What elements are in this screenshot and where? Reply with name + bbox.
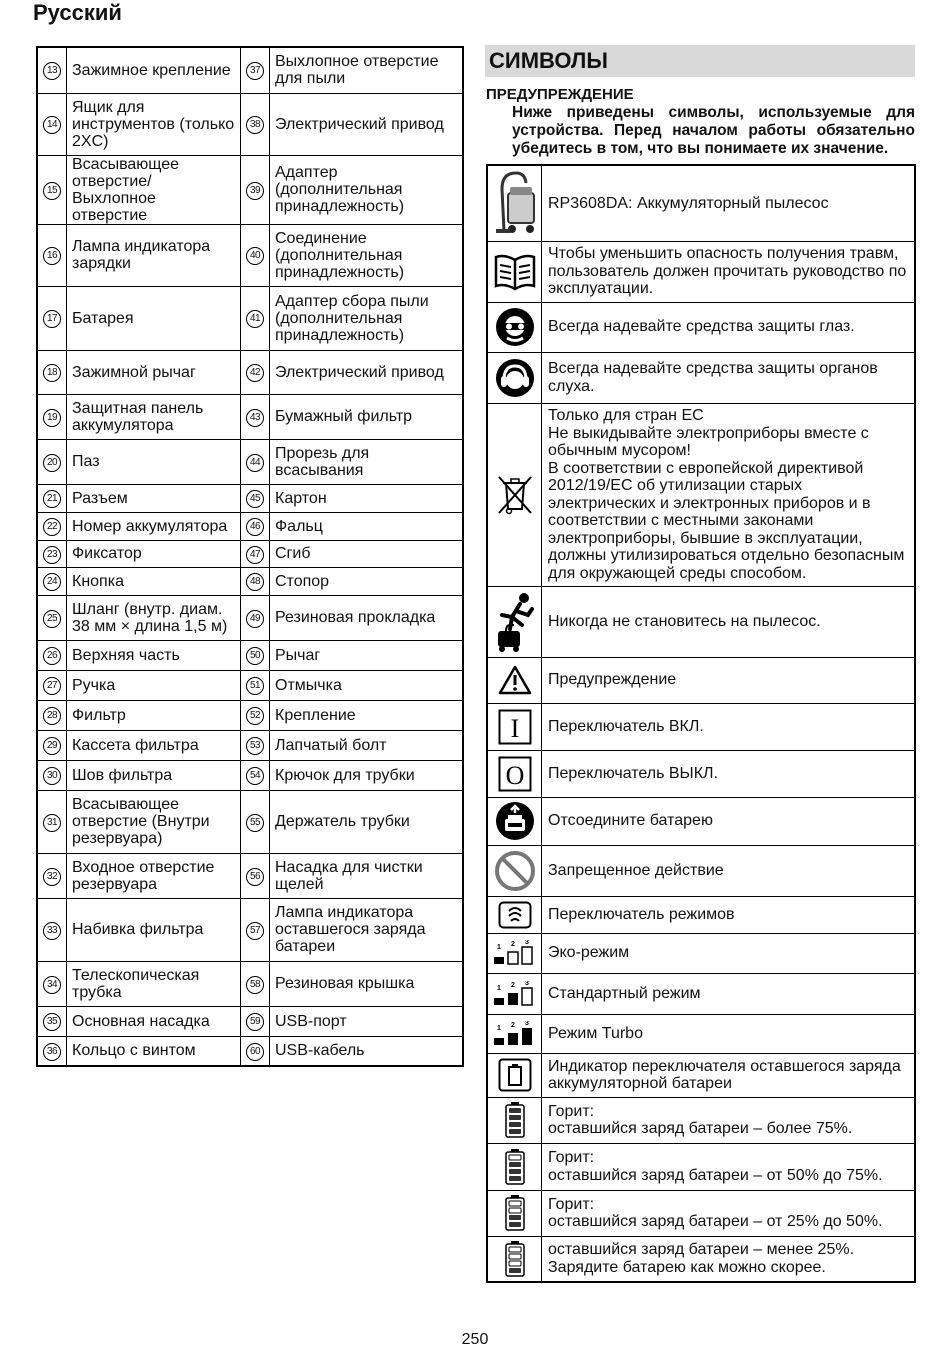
part-number: 42 [246,364,264,382]
part-number: 56 [246,868,264,886]
warning-label: ПРЕДУПРЕЖДЕНИЕ [486,86,634,103]
disconnect-battery-icon [487,797,542,845]
part-name: Фильтр [67,700,241,730]
part-name: Лампа индикатора оставшегося заряда батареи [270,898,464,961]
svg-text:I: I [510,713,519,743]
part-number-cell [241,640,270,670]
part-number-cell [241,567,270,595]
no-standing-icon [487,586,542,657]
part-number-cell [37,640,67,670]
symbol-row [487,703,915,750]
parts-row [37,730,463,760]
part-number: 41 [246,310,264,328]
part-name: Крепление [270,700,464,730]
parts-row [37,224,463,286]
part-name: Резиновая крышка [270,961,464,1006]
standard-mode-icon [487,973,542,1014]
svg-text:1: 1 [496,944,501,951]
symbol-row [487,1236,915,1282]
part-number-cell [241,898,270,961]
part-number: 26 [43,647,61,665]
part-name: Набивка фильтра [67,898,241,961]
svg-text:3: 3 [524,1020,529,1027]
part-number-cell [241,730,270,760]
battery-4-bars-icon [487,1097,542,1143]
part-number: 19 [43,409,61,427]
part-name: Адаптер (дополнительная принадлежность) [270,155,464,224]
battery-indicator-switch-icon [487,1053,542,1097]
symbol-row [487,1014,915,1053]
symbol-description-line: Горит: [548,1102,595,1120]
part-number-cell [37,853,67,898]
switch-off-icon [487,750,542,797]
symbol-description [542,750,916,797]
symbol-row [487,352,915,403]
part-number: 38 [246,116,264,134]
part-number: 36 [43,1043,61,1061]
part-number-cell [37,567,67,595]
part-number-cell [37,224,67,286]
part-number-cell [37,670,67,700]
symbol-row [487,750,915,797]
parts-row [37,484,463,512]
symbol-description-line: Предупреждение [548,671,677,689]
svg-text:3: 3 [524,980,529,987]
part-name: Зажимное крепление [67,47,241,93]
part-number: 40 [246,247,264,265]
part-number-cell [241,1006,270,1036]
part-number-cell [37,898,67,961]
parts-row [37,1036,463,1066]
parts-row [37,286,463,350]
part-name: Адаптер сбора пыли (дополнительная принадлежность) [270,286,464,350]
symbol-description-line: оставшийся заряд батареи – от 25% до 50%. [548,1213,883,1230]
part-number-cell [37,760,67,790]
parts-row [37,898,463,961]
parts-row [37,567,463,595]
symbol-description-line: Эко-режим [548,944,630,962]
part-name: Резиновая прокладка [270,595,464,640]
turbo-mode-icon [487,1014,542,1053]
part-number-cell [241,1036,270,1066]
warning-triangle-icon [487,657,542,703]
part-number-cell [241,512,270,540]
symbol-row [487,1143,915,1190]
part-number: 29 [43,737,61,755]
symbol-description-line: Переключатель режимов [548,905,735,923]
vacuum-cleaner-icon [487,165,542,241]
symbol-description-line: Режим Turbo [548,1024,643,1042]
part-name: Шов фильтра [67,760,241,790]
part-name: Входное отверстие резервуара [67,853,241,898]
switch-on-icon [487,703,542,750]
part-name: Прорезь для всасывания [270,439,464,484]
symbol-description [542,352,916,403]
svg-text:1: 1 [496,984,501,992]
symbol-description [542,973,916,1014]
part-number-cell [37,394,67,439]
symbol-description-line: оставшийся заряд батареи – от 50% до 75%. [548,1166,883,1184]
part-name: Электрический привод [270,350,464,394]
symbol-description-line: оставшийся заряд батареи – менее 25%. [548,1241,855,1259]
prohibited-icon [487,845,542,896]
symbol-row [487,933,915,973]
part-name: Сгиб [270,540,464,567]
part-number-cell [241,93,270,155]
part-number: 43 [246,409,264,427]
symbol-description [542,165,916,241]
part-number-cell [241,47,270,93]
part-number: 59 [246,1013,264,1031]
page-number: 250 [461,1331,489,1348]
part-name: Держатель трубки [270,790,464,853]
part-name: Паз [67,439,241,484]
part-number-cell [37,155,67,224]
symbol-description-line: Всегда надевайте средства защиты органов слуха. [548,360,878,395]
symbol-row [487,797,915,845]
eco-mode-icon [487,933,542,973]
part-number-cell [241,670,270,700]
symbol-row [487,1190,915,1236]
part-number-cell [37,47,67,93]
symbol-description [542,1190,916,1236]
part-name: Кассета фильтра [67,730,241,760]
part-name: Бумажный фильтр [270,394,464,439]
symbol-description [542,1143,916,1190]
symbol-description [542,703,916,750]
battery-1-bar-icon [487,1236,542,1282]
symbol-description [542,845,916,896]
part-number: 22 [43,518,61,536]
mode-switch-icon [487,896,542,933]
part-number: 52 [246,707,264,725]
part-name: Насадка для чистки щелей [270,853,464,898]
symbol-row [487,1053,915,1097]
part-name: Телескопическая трубка [67,961,241,1006]
part-number: 30 [43,767,61,785]
part-number-cell [37,439,67,484]
part-name: Фиксатор [67,540,241,567]
part-name: Всасывающее отверстие/ Выхлопное отверстие [67,155,241,224]
part-number-cell [37,700,67,730]
parts-row [37,512,463,540]
symbol-description-line: Не выкидывайте электроприборы вместе с обычным мусором! [548,424,869,459]
symbol-description-line: оставшийся заряд батареи – более 75%. [548,1120,853,1137]
part-number-cell [37,540,67,567]
part-number-cell [241,540,270,567]
part-number: 48 [246,573,264,591]
part-number-cell [241,155,270,224]
symbol-description [542,657,916,703]
part-number-cell [241,790,270,853]
part-number: 24 [43,573,61,591]
svg-text:2: 2 [510,941,515,948]
part-number: 55 [246,814,264,832]
symbol-description [542,1053,916,1097]
part-number: 25 [43,610,61,628]
svg-text:O: O [505,760,524,790]
parts-row [37,790,463,853]
part-number: 47 [246,546,264,564]
symbol-row [487,403,915,586]
parts-row [37,853,463,898]
part-name: Крючок для трубки [270,760,464,790]
part-name: Шланг (внутр. диам. 38 мм × длина 1,5 м) [67,595,241,640]
symbol-description [542,797,916,845]
part-number: 33 [43,922,61,940]
part-number: 58 [246,976,264,994]
part-number: 35 [43,1013,61,1031]
parts-row [37,394,463,439]
part-number: 13 [43,62,61,80]
part-number: 31 [43,814,61,832]
symbol-description-line: RP3608DA: Аккумуляторный пылесос [548,194,829,212]
part-number: 34 [43,976,61,994]
part-number: 18 [43,364,61,382]
symbol-row [487,896,915,933]
symbol-description-line: Чтобы уменьшить опасность получения травм, пользователь должен прочитать руководство по эксплуатации. [548,245,907,298]
part-name: Ящик для инструментов (только 2XC) [67,93,241,155]
symbol-description [542,241,916,302]
part-number-cell [241,350,270,394]
battery-2-bars-icon [487,1190,542,1236]
svg-text:2: 2 [510,1021,515,1029]
eye-protection-icon [487,302,542,352]
part-number-cell [37,512,67,540]
parts-row [37,595,463,640]
symbol-description-line: В соответствии с европейской директивой 2012/19/ЕС об утилизации старых электрических и электронных приборов и в соответствии с местными законами электроприборы, бывшие в эксплуатации, должны утилизироваться отдельно безопасным для окружающей среды способом. [548,459,905,582]
parts-row [37,93,463,155]
parts-row [37,1006,463,1036]
symbol-description-line: Всегда надевайте средства защиты глаз. [548,318,855,336]
part-number: 17 [43,310,61,328]
symbol-description-line: Отсоедините батарею [548,812,713,830]
battery-3-bars-icon [487,1143,542,1190]
parts-row [37,760,463,790]
part-name: Кнопка [67,567,241,595]
symbol-description [542,933,916,973]
symbol-description-line: Переключатель ВЫКЛ. [548,764,718,782]
parts-row [37,439,463,484]
symbol-description-line: Запрещенное действие [548,861,724,879]
part-name: Верхняя часть [67,640,241,670]
part-name: Номер аккумулятора [67,512,241,540]
part-number: 57 [246,922,264,940]
part-number: 46 [246,518,264,536]
symbol-description [542,1014,916,1053]
manual-book-icon [487,241,542,302]
part-number-cell [241,760,270,790]
symbols-title: СИМВОЛЫ [485,45,915,77]
part-number: 20 [43,454,61,472]
page-language-header: Русский [33,0,122,25]
part-name: Батарея [67,286,241,350]
part-number: 16 [43,247,61,265]
symbol-description [542,586,916,657]
part-number-cell [241,853,270,898]
parts-row [37,47,463,93]
svg-text:2: 2 [510,981,515,989]
symbol-description [542,896,916,933]
part-number-cell [37,961,67,1006]
symbol-row [487,586,915,657]
part-number-cell [37,595,67,640]
part-name: Отмычка [270,670,464,700]
part-number: 37 [246,62,264,80]
part-name: Фальц [270,512,464,540]
part-number: 54 [246,767,264,785]
part-number: 28 [43,707,61,725]
part-number-cell [241,286,270,350]
parts-row [37,670,463,700]
part-number-cell [241,439,270,484]
part-name: Лампа индикатора зарядки [67,224,241,286]
part-name: Всасывающее отверстие (Внутри резервуара) [67,790,241,853]
part-number: 44 [246,454,264,472]
part-name: Стопор [270,567,464,595]
symbol-row [487,241,915,302]
part-number: 50 [246,647,264,665]
part-number: 51 [246,677,264,695]
part-name: Защитная панель аккумулятора [67,394,241,439]
part-name: Электрический привод [270,93,464,155]
part-number: 21 [43,490,61,508]
part-number-cell [241,484,270,512]
symbol-description-line: Горит: [548,1149,595,1166]
part-number: 23 [43,546,61,564]
parts-row [37,640,463,670]
parts-row [37,700,463,730]
part-number-cell [241,700,270,730]
symbol-description-line: Только для стран ЕС [548,407,704,424]
symbol-row [487,973,915,1014]
part-number: 27 [43,677,61,695]
part-name: Лапчатый болт [270,730,464,760]
symbol-row [487,845,915,896]
part-number-cell [37,1006,67,1036]
part-number-cell [241,224,270,286]
warning-text: Ниже приведены символы, используемые для устройства. Перед началом работы обязательно убедитесь в том, что вы понимаете их значение. [512,104,915,157]
parts-row [37,350,463,394]
ear-protection-icon [487,352,542,403]
part-name: Картон [270,484,464,512]
symbol-description-line: Зарядите батарею как можно скорее. [548,1258,826,1276]
symbols-table [486,164,916,1283]
part-name: Выхлопное отверстие для пыли [270,47,464,93]
parts-row [37,155,463,224]
part-name: USB-кабель [270,1036,464,1066]
part-name: USB-порт [270,1006,464,1036]
part-name: Ручка [67,670,241,700]
part-number: 49 [246,610,264,628]
svg-text:3: 3 [524,940,529,946]
part-name: Рычаг [270,640,464,670]
part-number-cell [241,394,270,439]
symbol-description-line: Переключатель ВКЛ. [548,717,704,735]
part-number: 60 [246,1043,264,1061]
symbol-row [487,302,915,352]
symbol-row [487,165,915,241]
weee-bin-icon [487,403,542,586]
part-number: 14 [43,116,61,134]
part-name: Кольцо с винтом [67,1036,241,1066]
part-name: Соединение (дополнительная принадлежность) [270,224,464,286]
part-number-cell [37,484,67,512]
part-number-cell [37,1036,67,1066]
part-number: 15 [43,182,61,200]
part-number: 53 [246,737,264,755]
symbol-description [542,403,916,586]
symbol-description [542,1236,916,1282]
symbol-row [487,657,915,703]
part-number-cell [241,961,270,1006]
part-number-cell [37,286,67,350]
symbol-description [542,302,916,352]
part-number-cell [241,595,270,640]
symbol-row [487,1097,915,1143]
part-number-cell [37,93,67,155]
symbol-description-line: Никогда не становитесь на пылесос. [548,612,821,630]
part-number: 39 [246,182,264,200]
part-number-cell [37,790,67,853]
parts-row [37,540,463,567]
part-name: Зажимной рычаг [67,350,241,394]
part-number: 45 [246,490,264,508]
symbol-description [542,1097,916,1143]
symbol-description-line: Стандартный режим [548,984,701,1002]
parts-row [37,961,463,1006]
part-name: Разъем [67,484,241,512]
part-number-cell [37,350,67,394]
symbol-description-line: Горит: [548,1195,595,1213]
part-name: Основная насадка [67,1006,241,1036]
parts-table [36,46,464,1067]
part-number: 32 [43,868,61,886]
part-number-cell [37,730,67,760]
symbol-description-line: Индикатор переключателя оставшегося заряда аккумуляторной батареи [548,1057,901,1092]
svg-text:1: 1 [496,1024,501,1032]
